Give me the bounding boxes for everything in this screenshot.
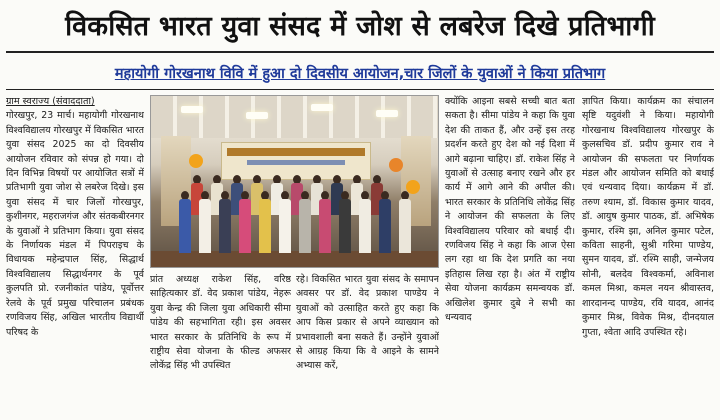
article-text-col2: प्रांत अध्यक्ष राकेश सिंह, वरिष्ठ साहित्यकार डॉ. वेद प्रकाश पांडेय, नेहरू युवा केन्द्र की जिला युवा अधिकारी सीमा पांडेय की सहभागिता रही। इस अवसर भारत सरकार के प्रतिनिधि के रूप में राष्ट्रीय सेवा योजना के फील्ड अफसर लोकेंद्र सिंह भी उपस्थित [150, 274, 291, 372]
article-text-col1: गोरखपुर, 23 मार्च। महायोगी गोरखनाथ विश्वविद्यालय गोरखपुर में विकसित भारत युवा संसद 2025 का दो दिवसीय आयोजन रविवार को संपन्न हो गया। दो दिन विभिन्न विषयों पर आयोजित सत्रों में प्रतिभागी युवा जोश से लबरेज दिखे। इस युवा संसद में चार जिलों गोरखपुर, कुशीनगर, महराजगंज और संतकबीरनगर के युवाओं ने प्रतिभाग किया। युवा संसद के निर्णायक मंडल में पिपराइच के विधायक महेन्द्रपाल सिंह, सिद्धार्थ विश्वविद्यालय सिद्धार्थनगर के पूर्व कुलपति प्रो. रजनीकांत पांडेय, पूर्वोत्तर रेलवे के पूर्व प्रमुख परिचालन प्रबंधक रणविजय सिंह, अखिल भारतीय विद्यार्थी परिषद के [6, 110, 144, 338]
subheadline-rule [6, 89, 714, 90]
article-column-5 [582, 95, 714, 417]
headline-rule [6, 51, 714, 53]
byline: ग्राम स्वराज्य (संवाददाता) [6, 96, 95, 107]
subheadline: महायोगी गोरखनाथ विवि में हुआ दो दिवसीय आयोजन,चार जिलों के युवाओं ने किया प्रतिभाग [114, 66, 606, 82]
article-column-2 [150, 273, 291, 417]
event-photo [150, 95, 439, 268]
headline: विकसित भारत युवा संसद में जोश से लबरेज दिखे प्रतिभागी [65, 10, 655, 42]
article-text-col4: क्योंकि आइना सबसे सच्ची बात बता सकता है। सीमा पांडेय ने कहा कि युवा देश की ताकत हैं, और उन्हें इस तरह प्रदर्शन करते हुए देश को नई दिशा में आगे बढ़ाना चाहिए। डॉ. राकेश सिंह ने युवाओं से उत्साह बनाए रखने और हर कार्य में आगे आने की अपील की। भारत सरकार के प्रतिनिधि लोकेंद्र सिंह ने आयोजन की सफलता के लिए विश्वविद्यालय परिवार को बधाई दी। रणविजय सिंह ने कहा कि आज ऐसा लग रहा था कि देश प्रगति का नया इतिहास लिख रहा है। अंत में राष्ट्रीय सेवा योजना कार्यक्रम समन्वयक डॉ. अखिलेश कुमार दुबे ने सभी का धन्यवाद [445, 96, 575, 324]
article-column-1 [6, 95, 144, 417]
article-column-4 [445, 95, 575, 417]
article-column-3 [296, 273, 439, 417]
article-text-col5: ज्ञापित किया। कार्यक्रम का संचालन सृष्टि यदुवंशी ने किया। महायोगी गोरखनाथ विश्वविद्यालय गोरखपुर के कुलसचिव डॉ. प्रदीप कुमार राव ने आयोजन की सफलता पर निर्णायक मंडल और आयोजन समिति को बधाई एवं धन्यवाद दिया। कार्यक्रम में डॉ. तरुण श्याम, डॉ. विकास कुमार यादव, डॉ. आयुष कुमार पाठक, डॉ. अभिषेक कुमार, रश्मि झा, अनिल कुमार पटेल, कविता साहनी, सुश्री गरिमा पाण्डेय, सुमन यादव, डॉ. रश्मि साही, जन्मेजय सोनी, बलदेव विश्वकर्मा, अविनाश कमल मिश्रा, कमल नयन श्रीवास्तव, शारदानन्द पाण्डेय, रवि यादव, आनंद कुमार मिश्र, विवेक मिश्र, दीनदयाल गुप्ता, श्वेता आदि उपस्थित रहे। [582, 96, 714, 338]
article-text-col3: रहे। विकसित भारत युवा संसद के समापन अवसर पर डॉ. वेद प्रकाश पाण्डेय ने युवाओं को उत्साहित करते हुए कहा कि आप किस प्रकार से अपने व्याख्यान को प्रभावशाली बना सकते हैं। उन्होंने युवाओं से आग्रह किया कि वे आइने के सामने अभ्यास करें, [296, 274, 439, 372]
